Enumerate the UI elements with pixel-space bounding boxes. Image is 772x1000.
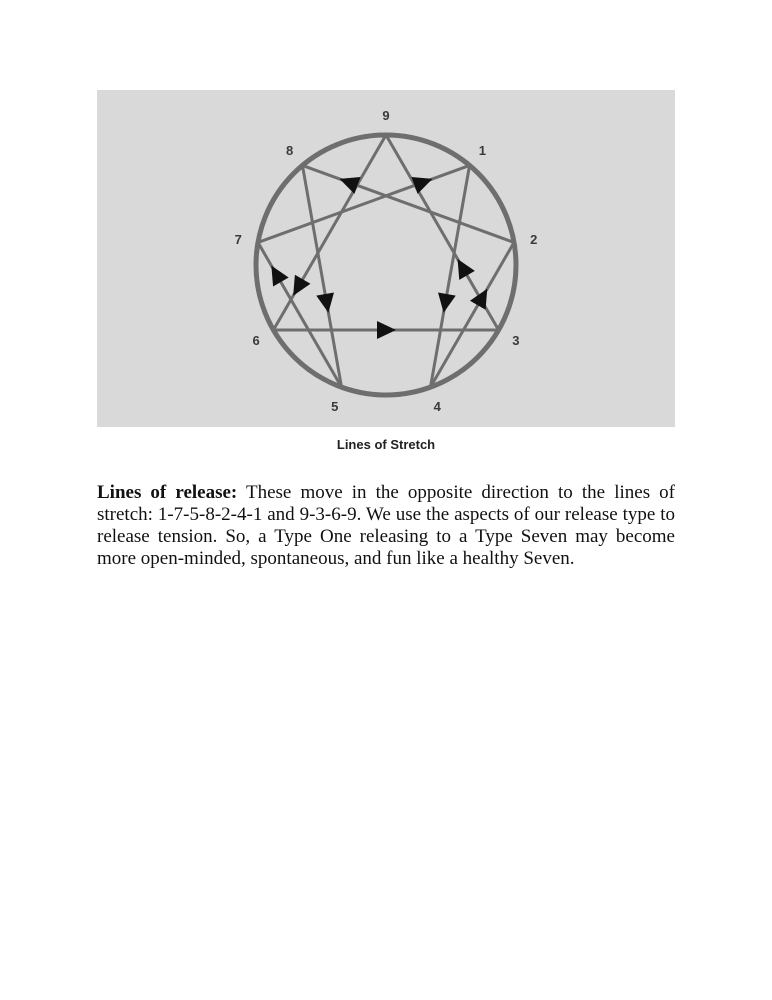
enneagram-figure xyxy=(97,90,675,427)
paragraph-lead: Lines of release: xyxy=(97,482,238,503)
point-label-1: 1 xyxy=(478,143,487,159)
figure-caption: Lines of Stretch xyxy=(336,437,436,452)
point-label-6: 6 xyxy=(252,333,260,348)
enneagram-circle xyxy=(256,135,516,395)
arrow-6-to-3 xyxy=(377,321,396,339)
enneagram-diagram xyxy=(97,90,675,427)
paragraph-body: These move in the opposite direction to the lines of stretch: 1-7-5-8-2-4-1 and 9-3-6-9. We use the aspects of our release type to release tension. So, a Type One releasing to a Type Seven may become more open-minded, spontaneous, and fun like a healthy Seven. xyxy=(97,482,676,569)
arrow-5-to-7 xyxy=(264,261,289,286)
point-label-4: 4 xyxy=(433,398,441,414)
point-label-9: 9 xyxy=(382,108,390,123)
arrow-2-to-8 xyxy=(337,170,361,193)
point-label-7: 7 xyxy=(234,231,242,247)
point-label-8: 8 xyxy=(285,143,294,159)
point-label-2: 2 xyxy=(530,231,538,247)
arrow-7-to-1 xyxy=(411,170,435,193)
point-label-5: 5 xyxy=(331,398,339,414)
point-label-3: 3 xyxy=(512,333,520,348)
body-paragraph xyxy=(97,482,675,570)
point-labels xyxy=(235,108,538,414)
